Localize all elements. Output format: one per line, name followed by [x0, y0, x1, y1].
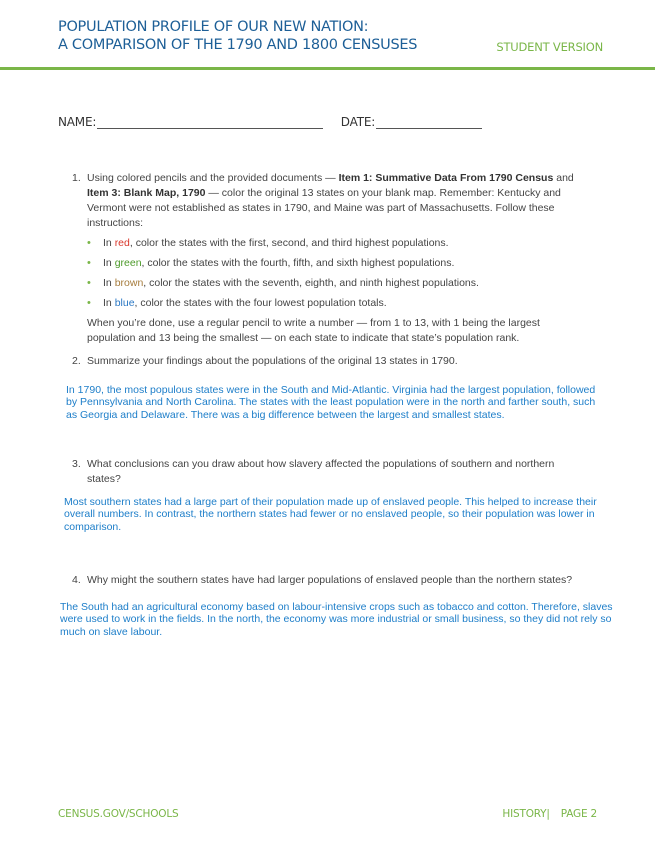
- name-field[interactable]: [58, 114, 323, 129]
- bullet-green: [87, 256, 582, 271]
- date-label: DATE:: [340, 115, 376, 129]
- title-line-2: A COMPARISON OF THE 1790 AND 1800 CENSUSES: [58, 37, 418, 53]
- bullet-post: , color the states with the first, second, and third highest populations.: [129, 237, 449, 249]
- answer-2[interactable]: In 1790, the most populous states were in the South and Mid-Atlantic. Virginia had the largest population, followed by Pennsylvania and North Carolina. The states with the least population were in the north and farther south, such as Georgia and Delaware. There was a big difference between the largest and smallest states.: [66, 384, 596, 421]
- student-fields: [58, 114, 482, 129]
- header-divider: [0, 67, 655, 70]
- footer-separator: |: [546, 808, 550, 820]
- footer-website[interactable]: CENSUS.GOV/SCHOOLS: [58, 808, 179, 820]
- bullet-post: , color the states with the four lowest population totals.: [134, 297, 387, 309]
- name-label: NAME:: [58, 115, 97, 129]
- color-word-brown: brown: [114, 277, 144, 289]
- q1-intro-a: Using colored pencils and the provided documents —: [87, 172, 339, 184]
- page-header: [58, 18, 603, 54]
- bullet-post: , color the states with the fourth, fifth, and sixth highest populations.: [141, 257, 455, 269]
- bullet-brown: [87, 276, 582, 291]
- color-word-red: red: [114, 237, 130, 249]
- question-number: 3.: [72, 458, 81, 470]
- question-text: [87, 171, 582, 231]
- footer-page-info: [502, 808, 597, 820]
- question-text: Summarize your findings about the populations of the original 13 states in 1790.: [87, 355, 458, 367]
- question-text: What conclusions can you draw about how slavery affected the populations of southern and northern states?: [87, 458, 555, 485]
- bullet-pre: In: [103, 297, 115, 309]
- footer-subject: HISTORY: [502, 808, 547, 820]
- name-line[interactable]: [97, 114, 323, 129]
- date-field[interactable]: [341, 114, 482, 129]
- item-3-ref: Item 3: Blank Map, 1790: [87, 187, 206, 199]
- question-number: 4.: [72, 574, 81, 586]
- question-3: [72, 457, 582, 487]
- bullet-blue: [87, 296, 582, 311]
- question-4: [72, 573, 597, 588]
- version-label: STUDENT VERSION: [496, 40, 603, 54]
- question-text: Why might the southern states have had larger populations of enslaved people than the northern states?: [87, 574, 573, 586]
- question-number: 1.: [72, 172, 81, 184]
- item-1-ref: Item 1: Summative Data From 1790 Census: [338, 172, 554, 184]
- bullet-post: , color the states with the seventh, eighth, and ninth highest populations.: [143, 277, 479, 289]
- question-1: [72, 171, 582, 346]
- answer-4[interactable]: The South had an agricultural economy based on labour-intensive crops such as tobacco and cotton. Therefore, slaves were used to work in the fields. In the north, the economy was more industrial or small business, so they did not rely so much on slave labour.: [60, 601, 613, 638]
- bullet-red: [87, 236, 582, 251]
- color-word-green: green: [114, 257, 142, 269]
- bullet-pre: In: [103, 277, 115, 289]
- title-line-1: POPULATION PROFILE OF OUR NEW NATION:: [58, 19, 369, 35]
- color-word-blue: blue: [114, 297, 135, 309]
- footer-page-number: PAGE 2: [560, 808, 597, 820]
- bullet-pre: In: [103, 257, 115, 269]
- bullet-pre: In: [103, 237, 115, 249]
- q1-intro-c: — color the original 13 states on your blank map. Remember: Kentucky and Vermont were not established as states in 1790, and Maine was part of Massachusetts. Follow these instructions:: [87, 187, 561, 229]
- q1-intro-b: and: [553, 172, 574, 184]
- date-line[interactable]: [376, 114, 482, 129]
- color-instructions: [87, 236, 582, 311]
- question-2: [72, 354, 582, 369]
- ranking-note: When you’re done, use a regular pencil to write a number — from 1 to 13, with 1 being the largest population and 13 being the smallest — on each state to indicate that state’s population rank.: [87, 317, 540, 344]
- answer-3[interactable]: Most southern states had a large part of their population made up of enslaved people. This helped to increase their overall numbers. In contrast, the northern states had fewer or no enslaved people, so their population was lower in comparison.: [64, 496, 597, 533]
- question-number: 2.: [72, 355, 81, 367]
